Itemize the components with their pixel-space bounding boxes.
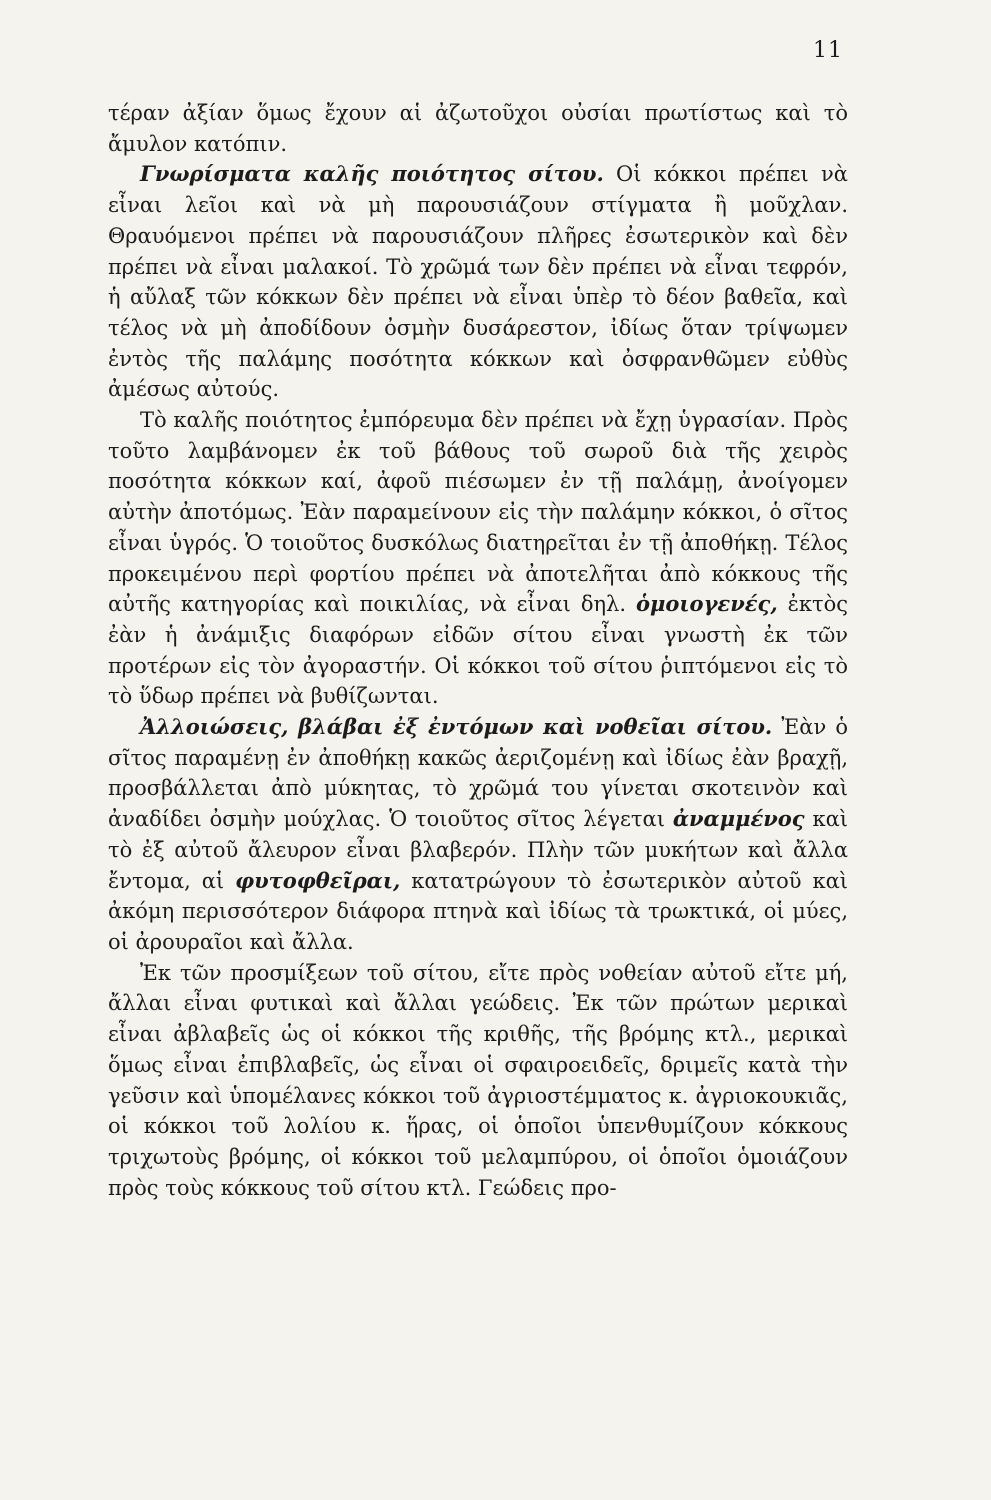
section-heading-grain-quality: Γνωρίσματα καλῆς ποιότητος σίτου. [140, 161, 604, 187]
section-heading-alterations: Ἀλλοιώσεις, βλάβαι ἐξ ἐντόμων καὶ νοθεῖαι σίτου. [140, 714, 773, 740]
paragraph-3-emphasis: ὁμοιογενές, [636, 591, 778, 617]
paragraph-2 [108, 159, 848, 405]
paragraph-3-text-a: Τὸ καλῆς ποιότητος ἐμπόρευμα δὲν πρέπει νὰ ἔχῃ ὑγρασίαν. Πρὸς τοῦτο λαμβάνομεν ἐκ τοῦ βάθους τοῦ σωροῦ διὰ τῆς χειρὸς ποσότητα κόκκων καί, ἀφοῦ πιέσωμεν ἐν τῇ παλάμῃ, ἀνοίγομεν αὐτὴν ἀποτόμως. Ἐὰν παραμείνουν εἰς τὴν παλάμην κόκκοι, ὁ σῖτος εἶναι ὑγρός. Ὁ τοιοῦτος δυσκόλως διατηρεῖται ἐν τῇ ἀποθήκῃ. Τέλος προκειμένου περὶ φορτίου πρέπει νὰ ἀποτελῆται ἀπὸ κόκκους τῆς αὐτῆς κατηγορίας καὶ ποικιλίας, νὰ εἶναι δηλ. [108, 408, 848, 617]
paragraph-1 [108, 98, 848, 159]
paragraph-2-text: Οἱ κόκκοι πρέπει νὰ εἶναι λεῖοι καὶ νὰ μὴ παρουσιάζουν στίγματα ἢ μοῦχλαν. Θραυόμενοι πρέπει νὰ παρουσιάζουν πλῆρες ἐσωτερικὸν καὶ δὲν πρέπει νὰ εἶναι μαλακοί. Τὸ χρῶμά των δὲν πρέπει νὰ εἶναι τεφρόν, ἡ αὔλαξ τῶν κόκκων δὲν πρέπει νὰ εἶναι ὑπὲρ τὸ δέον βαθεῖα, καὶ τέλος νὰ μὴ ἀποδίδουν ὀσμὴν δυσάρεστον, ἰδίως ὅταν τρίψωμεν ἐντὸς τῆς παλάμης ποσότητα κόκκων καὶ ὀσφρανθῶμεν εὐθὺς ἀμέσως αὐτούς. [108, 162, 848, 402]
page-number: 11 [813, 38, 843, 63]
paragraph-4-text-b: καὶ τὸ ἐξ αὐτοῦ ἄλευρον εἶναι βλαβερόν. Πλὴν τῶν μυκήτων καὶ ἄλλα ἔντομα, αἱ [108, 807, 848, 893]
paragraph-3-text-b: ἐκτὸς ἐὰν ἡ ἀνάμιξις διαφόρων εἰδῶν σίτου εἶναι γνωστὴ ἐκ τῶν προτέρων εἰς τὸν ἀγοραστήν. Οἱ κόκκοι τοῦ σίτου ῥιπτόμενοι εἰς τὸ τὸ ὕδωρ πρέπει νὰ βυθίζωνται. [108, 592, 849, 709]
paragraph-4-text-c: κατατρώγουν τὸ ἐσωτερικὸν αὐτοῦ καὶ ἀκόμη περισσότερον διάφορα πτηνὰ καὶ ἰδίως τὰ τρωκτικά, οἱ μύες, οἱ ἀρουραῖοι καὶ ἄλλα. [108, 868, 848, 954]
paragraph-4-emphasis-1: ἀναμμένος [672, 806, 805, 832]
paragraph-1-text: τέραν ἀξίαν ὅμως ἔχουν αἱ ἀζωτοῦχοι οὐσίαι πρωτίστως καὶ τὸ ἄμυλον κατόπιν. [108, 101, 848, 156]
paragraph-4-emphasis-2: φυτοφθεῖραι, [235, 867, 401, 893]
paragraph-4 [108, 712, 848, 958]
body-text [108, 98, 848, 1203]
paragraph-3 [108, 405, 848, 712]
paragraph-5 [108, 958, 848, 1204]
paragraph-4-text-a: Ἐὰν ὁ σῖτος παραμένῃ ἐν ἀποθήκῃ κακῶς ἀεριζομένῃ καὶ ἰδίως ἐὰν βραχῇ, προσβάλλεται ἀπὸ μύκητας, τὸ χρῶμά του γίνεται σκοτεινὸν καὶ ἀναδίδει ὀσμὴν μούχλας. Ὁ τοιοῦτος σῖτος λέγεται [108, 715, 848, 832]
paragraph-5-text: Ἐκ τῶν προσμίξεων τοῦ σίτου, εἴτε πρὸς νοθείαν αὐτοῦ εἴτε μή, ἄλλαι εἶναι φυτικαὶ καὶ ἄλλαι γεώδεις. Ἐκ τῶν πρώτων μερικαὶ εἶναι ἀβλαβεῖς ὡς οἱ κόκκοι τῆς κριθῆς, τῆς βρόμης κτλ., μερικαὶ ὅμως εἶναι ἐπιβλαβεῖς, ὡς εἶναι οἱ σφαιροειδεῖς, δριμεῖς κατὰ τὴν γεῦσιν καὶ ὑπομέλανες κόκκοι τοῦ ἀγριοστέμματος κ. ἀγριοκουκιᾶς, οἱ κόκκοι τοῦ λολίου κ. ἥρας, οἱ ὁποῖοι ὑπενθυμίζουν κόκκους τριχωτοὺς βρόμης, οἱ κόκκοι τοῦ μελαμπύρου, οἱ ὁποῖοι ὁμοιάζουν πρὸς τοὺς κόκκους τοῦ σίτου κτλ. Γεώδεις προ- [108, 960, 848, 1200]
